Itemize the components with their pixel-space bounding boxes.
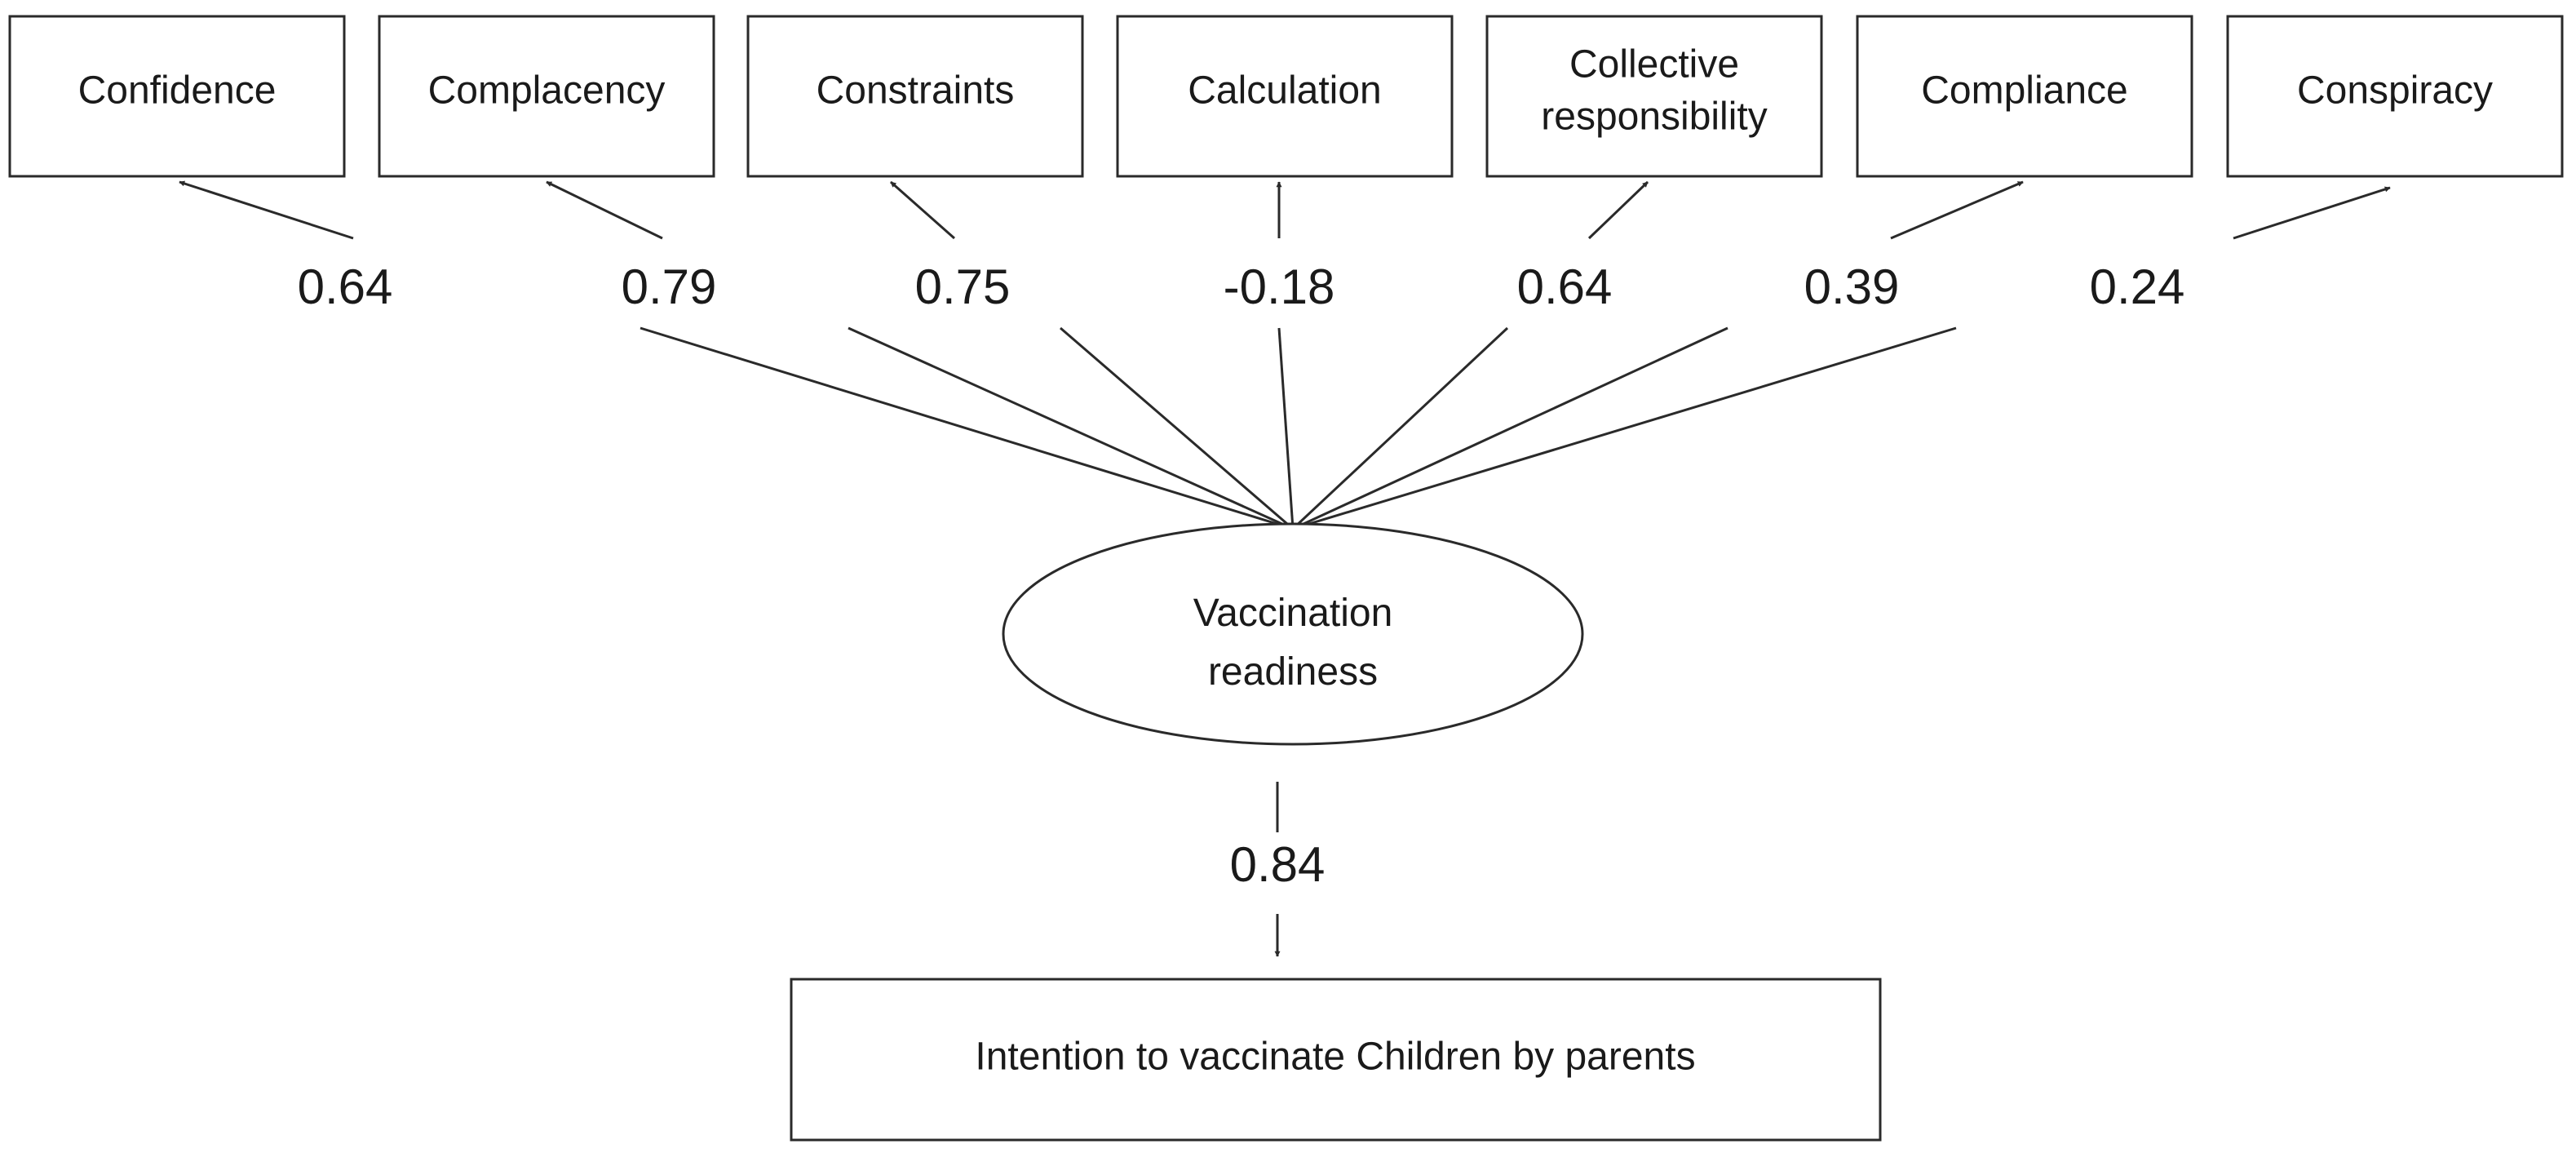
loading-edge-lower-complacency xyxy=(848,328,1293,529)
latent-variable-vaccination-readiness xyxy=(1003,524,1582,744)
indicator-label: Conspiracy xyxy=(2296,69,2494,113)
indicator-box-conspiracy xyxy=(2228,16,2562,176)
indicator-label: Calculation xyxy=(1188,69,1382,113)
loading-edge-lower-constraints xyxy=(1060,328,1293,529)
indicator-box-calculation xyxy=(1118,16,1452,176)
latent-label-line-2: readiness xyxy=(1207,650,1379,694)
indicator-label: Compliance xyxy=(1921,69,2128,113)
indicator-box-complacency xyxy=(379,16,714,176)
indicator-box-collective-responsibility xyxy=(1487,16,1821,176)
loading-coefficient-complacency: 0.79 xyxy=(621,259,717,314)
indicator-label: Complacency xyxy=(427,69,666,113)
outcome-path-coefficient: 0.84 xyxy=(1229,837,1326,892)
loading-edge-arrow-conspiracy xyxy=(2233,188,2390,238)
indicator-label: Collective xyxy=(1569,42,1740,86)
loading-edge-arrow-confidence xyxy=(179,182,353,238)
indicator-box-compliance xyxy=(1857,16,2192,176)
loading-coefficient-conspiracy: 0.24 xyxy=(2089,259,2185,314)
loading-edge-lower-collective-responsibility xyxy=(1293,328,1507,529)
loading-edge-lower-confidence xyxy=(640,328,1293,529)
loading-edge-arrow-collective-responsibility xyxy=(1589,182,1648,238)
outcome-box xyxy=(791,979,1880,1140)
loading-coefficient-constraints: 0.75 xyxy=(914,259,1011,314)
loading-labels xyxy=(298,259,2185,314)
outcome-label: Intention to vaccinate Children by parents xyxy=(975,1035,1696,1079)
indicator-box-constraints xyxy=(748,16,1082,176)
loading-coefficient-collective-responsibility: 0.64 xyxy=(1516,259,1613,314)
loading-coefficient-compliance: 0.39 xyxy=(1804,259,1900,314)
loading-edge-lower-compliance xyxy=(1293,328,1728,529)
loading-coefficient-confidence: 0.64 xyxy=(297,259,393,314)
indicator-boxes xyxy=(10,16,2562,176)
indicator-label: Constraints xyxy=(816,69,1015,113)
loading-edges xyxy=(179,182,2390,529)
loading-edge-arrow-constraints xyxy=(891,182,954,238)
loading-edge-arrow-compliance xyxy=(1891,182,2023,238)
loading-edge-arrow-complacency xyxy=(547,182,662,238)
indicator-label: Confidence xyxy=(77,69,277,113)
latent-label-line-1: Vaccination xyxy=(1193,592,1393,635)
loading-edge-lower-conspiracy xyxy=(1293,328,1956,529)
loading-edge-lower-calculation xyxy=(1279,328,1293,529)
outcome-path xyxy=(1230,782,1326,956)
indicator-box-confidence xyxy=(10,16,344,176)
loading-coefficient-calculation: -0.18 xyxy=(1223,259,1335,314)
indicator-label: responsibility xyxy=(1541,95,1768,139)
